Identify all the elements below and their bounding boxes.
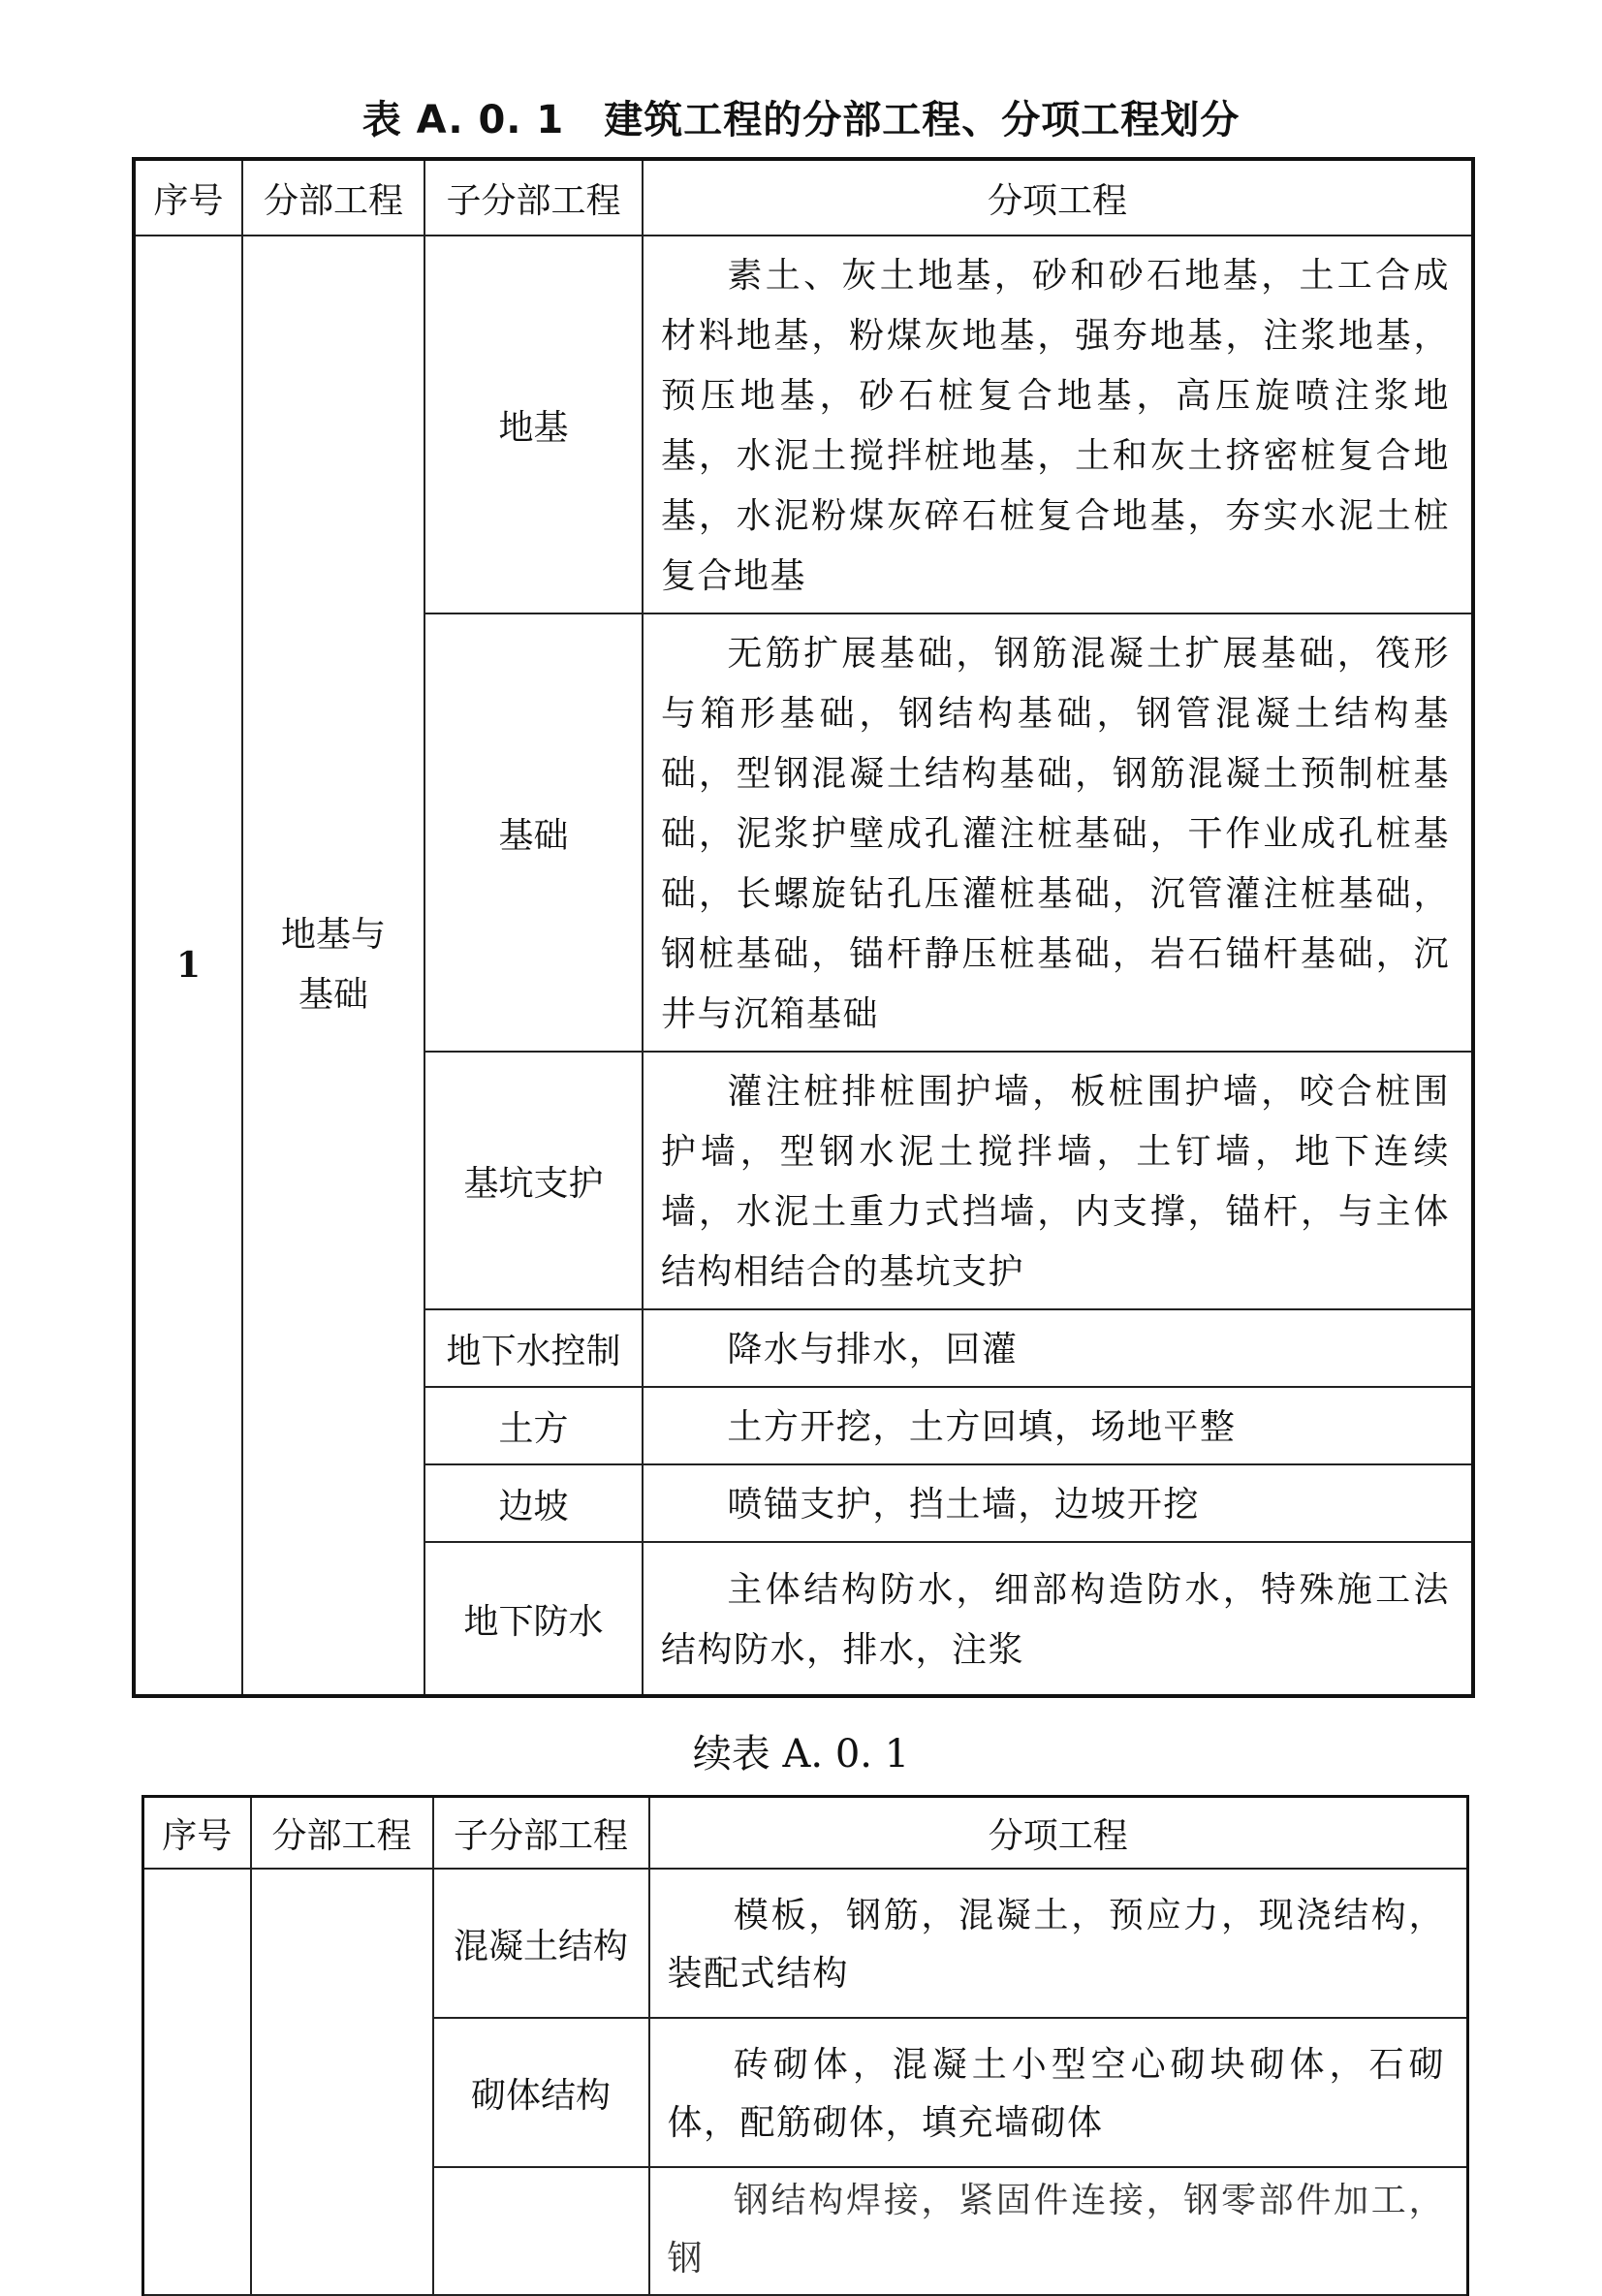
items-text: 砖砌体，混凝土小型空心砌块砌体，石砌体，配筋砌体，填充墙砌体 [667,2045,1445,2143]
header-division: 分部工程 [251,1797,433,1870]
table-row [134,236,1473,613]
items-text: 素土、灰土地基，砂和砂石地基，土工合成材料地基，粉煤灰地基，强夯地基，注浆地基，预压地基，砂石桩复合地基，高压旋喷注浆地基，水泥土搅拌桩地基，土和灰土挤密桩复合地基，水泥粉煤灰碎石桩复合地基，夯实水泥土桩复合地基 [661,256,1450,596]
items-text: 钢结构焊接，紧固件连接，钢零部件加工，钢 [667,2181,1445,2279]
table-row [143,1869,1468,2018]
table-title: 表 A. 0. 1 建筑工程的分部工程、分项工程划分 [361,98,1241,142]
subdivision-cell: 混凝土结构 [433,1869,649,2018]
subdivision-cell: 地下防水 [424,1542,643,1696]
items-cell [643,1052,1473,1309]
subdivision-cell: 砌体结构 [433,2018,649,2167]
items-cell [649,2167,1468,2295]
table-header-row [134,159,1473,236]
row-number [143,1869,251,2295]
header-items: 分项工程 [649,1797,1468,1870]
items-text: 灌注桩排桩围护墙，板桩围护墙，咬合桩围护墙，型钢水泥土搅拌墙，土钉墙，地下连续墙，水泥土重力式挡墙，内支撑，锚杆，与主体结构相结合的基坑支护 [661,1072,1450,1292]
subdivision-cell [433,2167,649,2295]
items-cell [643,236,1473,613]
subdivision-cell: 基础 [424,613,643,1052]
header-subdivision: 子分部工程 [433,1797,649,1870]
items-cell [649,1869,1468,2018]
division-cell [242,236,424,1696]
table-header-row [143,1797,1468,1870]
division-label: 地基与基础 [281,915,387,1015]
division-table [132,157,1475,1698]
subdivision-cell: 地基 [424,236,643,613]
subdivision-cell: 土方 [424,1387,643,1464]
items-cell [649,2018,1468,2167]
continued-division-table [141,1795,1469,2296]
items-text: 无筋扩展基础，钢筋混凝土扩展基础，筏形与箱形基础，钢结构基础，钢管混凝土结构基础，型钢混凝土结构基础，钢筋混凝土预制桩基础，泥浆护壁成孔灌注桩基础，干作业成孔桩基础，长螺旋钻孔压灌桩基础，沉管灌注桩基础，钢桩基础，锚杆静压桩基础，岩石锚杆基础，沉井与沉箱基础 [661,634,1450,1034]
header-subdivision: 子分部工程 [424,159,643,236]
header-number: 序号 [134,159,242,236]
division-cell [251,1869,433,2295]
subdivision-cell: 边坡 [424,1464,643,1542]
items-text: 模板，钢筋，混凝土，预应力，现浇结构，装配式结构 [667,1896,1445,1994]
items-cell [643,1464,1473,1542]
subdivision-cell: 基坑支护 [424,1052,643,1309]
subdivision-cell: 地下水控制 [424,1309,643,1387]
header-division: 分部工程 [242,159,424,236]
items-text: 喷锚支护，挡土墙，边坡开挖 [727,1485,1200,1525]
items-text: 主体结构防水，细部构造防水，特殊施工法结构防水，排水，注浆 [661,1570,1450,1670]
items-cell [643,1309,1473,1387]
items-cell [643,613,1473,1052]
header-number: 序号 [143,1797,251,1870]
continued-table-title: 续表 A. 0. 1 [692,1732,910,1777]
row-number: 1 [134,236,242,1696]
items-cell [643,1542,1473,1696]
items-text: 土方开挖，土方回填，场地平整 [727,1407,1237,1447]
header-items: 分项工程 [643,159,1473,236]
items-cell [643,1387,1473,1464]
items-text: 降水与排水，回灌 [727,1330,1019,1369]
